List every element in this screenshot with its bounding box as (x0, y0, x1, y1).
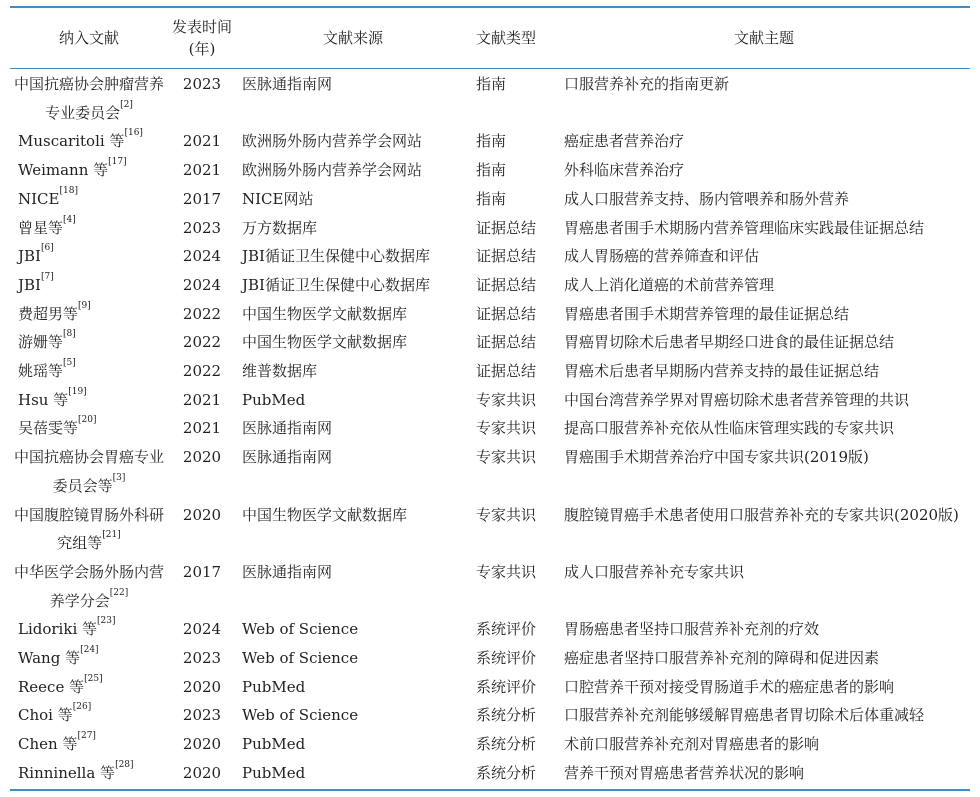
ref-cell (10, 615, 168, 644)
ref-cell (10, 730, 168, 759)
type-cell: 证据总结 (476, 218, 537, 237)
year-cell: 2020 (182, 505, 222, 524)
topic-cell: 口腔营养干预对接受胃肠道手术的癌症患者的影响 (564, 677, 895, 696)
header-ref: 纳入文献 (58, 29, 119, 47)
ref-text: Chen 等 (18, 735, 78, 754)
source-cell: PubMed (242, 390, 306, 409)
type-cell: 专家共识 (476, 390, 537, 409)
source-cell: JBI循证卫生保健中心数据库 (242, 275, 430, 294)
ref-text: 游姗等 (18, 333, 64, 352)
ref-cell (10, 214, 168, 243)
year-cell: 2023 (182, 218, 222, 237)
topic-cell: 提高口服营养补充依从性临床管理实践的专家共识 (564, 419, 895, 438)
topic-cell: 胃癌胃切除术后患者早期经口进食的最佳证据总结 (564, 333, 895, 352)
topic-cell: 胃癌患者围手术期营养管理的最佳证据总结 (564, 304, 850, 323)
table-row (10, 386, 970, 415)
ref-cell (10, 300, 168, 329)
type-cell: 指南 (476, 161, 507, 180)
table-row (10, 357, 970, 386)
ref-text: Hsu 等 (18, 390, 69, 409)
year-cell: 2024 (182, 247, 222, 266)
source-cell: Web of Science (242, 649, 359, 668)
citation-mark: [16] (124, 128, 143, 139)
type-cell: 系统分析 (476, 706, 537, 725)
source-cell: PubMed (242, 677, 306, 696)
year-cell: 2017 (182, 189, 222, 208)
source-cell: 医脉通指南网 (242, 419, 333, 438)
ref-text: 中国腹腔镜胃肠外科研究组等 (13, 505, 164, 553)
ref-text: Choi 等 (18, 706, 73, 725)
source-cell: PubMed (242, 735, 306, 754)
topic-cell: 胃癌术后患者早期肠内营养支持的最佳证据总结 (564, 362, 880, 381)
source-cell: Web of Science (242, 706, 359, 725)
type-cell: 系统分析 (476, 735, 537, 754)
citation-mark: [25] (84, 673, 103, 684)
citation-mark: [5] (63, 358, 76, 369)
table-row (10, 759, 970, 788)
ref-cell (10, 242, 168, 271)
ref-cell (10, 443, 168, 500)
source-cell: 欧洲肠外肠内营养学会网站 (242, 132, 423, 151)
topic-cell: 成人口服营养支持、肠内管喂养和肠外营养 (564, 189, 850, 208)
topic-cell: 腹腔镜胃癌手术患者使用口服营养补充的专家共识(2020版) (564, 505, 959, 524)
topic-cell: 癌症患者坚持口服营养补充剂的障碍和促进因素 (564, 649, 880, 668)
topic-cell: 胃肠癌患者坚持口服营养补充剂的疗效 (564, 620, 820, 639)
ref-cell (10, 386, 168, 415)
type-cell: 专家共识 (476, 419, 537, 438)
table-bottom-rule (10, 789, 970, 791)
citation-mark: [26] (72, 702, 92, 713)
year-cell: 2021 (182, 419, 222, 438)
type-cell: 专家共识 (476, 562, 537, 581)
topic-cell: 胃癌患者围手术期肠内营养管理临床实践最佳证据总结 (564, 218, 925, 237)
table-row (10, 156, 970, 185)
year-cell: 2024 (182, 620, 222, 639)
topic-cell: 成人胃肠癌的营养筛查和评估 (564, 247, 760, 266)
citation-mark: [4] (63, 214, 76, 225)
ref-text: 费超男等 (18, 304, 79, 323)
topic-cell: 口服营养补充的指南更新 (564, 75, 730, 93)
ref-text: JBI (18, 247, 41, 266)
type-cell: 指南 (476, 189, 507, 208)
citation-mark: [20] (78, 415, 97, 426)
ref-cell (10, 501, 168, 558)
year-cell: 2023 (182, 649, 222, 668)
citation-mark: [28] (115, 759, 134, 770)
table-row (10, 501, 970, 558)
type-cell: 系统评价 (476, 677, 537, 696)
ref-text: 姚瑶等 (18, 362, 64, 381)
table-body (10, 68, 970, 788)
ref-text: 中华医学会肠外肠内营养学分会 (13, 562, 164, 610)
citation-mark: [19] (68, 386, 87, 397)
ref-text: 中国抗癌协会肿瘤营养专业委员会 (13, 75, 164, 122)
table-row (10, 701, 970, 730)
ref-cell (10, 271, 168, 300)
ref-text: NICE (18, 189, 60, 208)
type-cell: 证据总结 (476, 275, 537, 294)
type-cell: 证据总结 (476, 247, 537, 266)
source-cell: 中国生物医学文献数据库 (242, 333, 408, 352)
citation-mark: [2] (120, 99, 133, 110)
ref-text: Reece 等 (18, 677, 85, 696)
ref-cell (10, 759, 168, 788)
topic-cell: 术前口服营养补充剂对胃癌患者的影响 (564, 735, 820, 754)
ref-cell (10, 156, 168, 185)
type-cell: 系统分析 (476, 763, 537, 782)
type-cell: 专家共识 (476, 448, 537, 467)
table-row (10, 730, 970, 759)
citation-mark: [8] (63, 329, 76, 340)
year-cell: 2022 (182, 304, 222, 323)
header-topic: 文献主题 (733, 29, 794, 47)
type-cell: 证据总结 (476, 362, 537, 381)
year-cell: 2021 (182, 132, 222, 151)
ref-cell (10, 558, 168, 615)
source-cell: 医脉通指南网 (242, 562, 333, 581)
ref-text: 曾星等 (18, 218, 64, 237)
year-cell: 2020 (182, 735, 222, 754)
citation-mark: [6] (40, 243, 54, 254)
table-row (10, 68, 970, 127)
source-cell: JBI循证卫生保健中心数据库 (242, 247, 430, 266)
type-cell: 指南 (476, 132, 507, 151)
citation-mark: [23] (97, 616, 116, 627)
type-cell: 系统评价 (476, 649, 537, 668)
table-row (10, 558, 970, 615)
year-cell: 2020 (182, 448, 222, 467)
source-cell: 欧洲肠外肠内营养学会网站 (242, 161, 423, 180)
topic-cell: 成人口服营养补充专家共识 (564, 562, 745, 581)
header-source: 文献来源 (322, 29, 383, 47)
source-cell: 中国生物医学文献数据库 (242, 505, 408, 524)
ref-cell (10, 127, 168, 156)
year-cell: 2020 (182, 763, 222, 782)
table-row (10, 615, 970, 644)
topic-cell: 外科临床营养治疗 (564, 161, 685, 180)
ref-cell (10, 357, 168, 386)
ref-cell (10, 701, 168, 730)
table-row (10, 127, 970, 156)
year-cell: 2022 (182, 333, 222, 352)
year-cell: 2022 (182, 362, 222, 381)
ref-cell (10, 414, 168, 443)
type-cell: 证据总结 (476, 333, 537, 352)
source-cell: 中国生物医学文献数据库 (242, 304, 408, 323)
citation-mark: [9] (78, 300, 91, 311)
source-cell: PubMed (242, 763, 306, 782)
source-cell: NICE网站 (242, 189, 314, 208)
citation-mark: [17] (108, 157, 127, 168)
table-row (10, 443, 970, 500)
citation-mark: [24] (80, 645, 99, 656)
table-row (10, 644, 970, 673)
citation-mark: [22] (109, 587, 129, 598)
type-cell: 系统评价 (476, 620, 537, 639)
ref-text: JBI (18, 275, 41, 294)
citation-mark: [21] (102, 530, 121, 541)
topic-cell: 口服营养补充剂能够缓解胃癌患者胃切除术后体重减轻 (564, 706, 925, 725)
type-cell: 指南 (476, 75, 507, 93)
topic-cell: 营养干预对胃癌患者营养状况的影响 (564, 763, 805, 782)
year-cell: 2021 (182, 390, 222, 409)
table-row (10, 214, 970, 243)
ref-cell (10, 185, 168, 214)
year-cell: 2024 (182, 275, 222, 294)
header-type: 文献类型 (476, 29, 537, 47)
literature-table (10, 8, 970, 788)
ref-text: Lidoriki 等 (18, 620, 98, 639)
ref-text: Rinninella 等 (18, 763, 116, 782)
table-row (10, 242, 970, 271)
table-row (10, 185, 970, 214)
type-cell: 证据总结 (476, 304, 537, 323)
table-row (10, 414, 970, 443)
year-cell: 2021 (182, 161, 222, 180)
citation-mark: [27] (77, 731, 96, 742)
table-row (10, 300, 970, 329)
topic-cell: 成人上消化道癌的术前营养管理 (564, 275, 775, 294)
year-cell: 2023 (182, 706, 222, 725)
source-cell: 维普数据库 (242, 362, 318, 381)
source-cell: Web of Science (242, 620, 359, 639)
ref-text: Muscaritoli 等 (18, 132, 125, 151)
ref-text: Weimann 等 (18, 161, 109, 180)
ref-cell (10, 673, 168, 702)
ref-cell (10, 328, 168, 357)
year-cell: 2017 (182, 562, 222, 581)
type-cell: 专家共识 (476, 505, 537, 524)
table-row (10, 328, 970, 357)
source-cell: 医脉通指南网 (242, 448, 333, 467)
topic-cell: 中国台湾营养学界对胃癌切除术患者营养管理的共识 (564, 390, 910, 409)
ref-cell (10, 644, 168, 673)
header-year: 发表时间(年) (171, 18, 232, 58)
table-row (10, 673, 970, 702)
topic-cell: 癌症患者营养治疗 (564, 132, 685, 151)
citation-mark: [7] (40, 271, 54, 282)
source-cell: 万方数据库 (242, 218, 318, 237)
ref-text: 中国抗癌协会胃癌专业委员会等 (13, 448, 164, 495)
year-cell: 2023 (182, 75, 222, 93)
source-cell: 医脉通指南网 (242, 75, 333, 93)
year-cell: 2020 (182, 677, 222, 696)
ref-text: 吴蓓雯等 (18, 419, 79, 438)
table-row (10, 271, 970, 300)
table-header-row (10, 8, 970, 68)
citation-mark: [18] (59, 185, 78, 196)
topic-cell: 胃癌围手术期营养治疗中国专家共识(2019版) (564, 448, 869, 467)
ref-cell (10, 68, 168, 127)
ref-text: Wang 等 (18, 649, 81, 668)
citation-mark: [3] (112, 472, 126, 483)
